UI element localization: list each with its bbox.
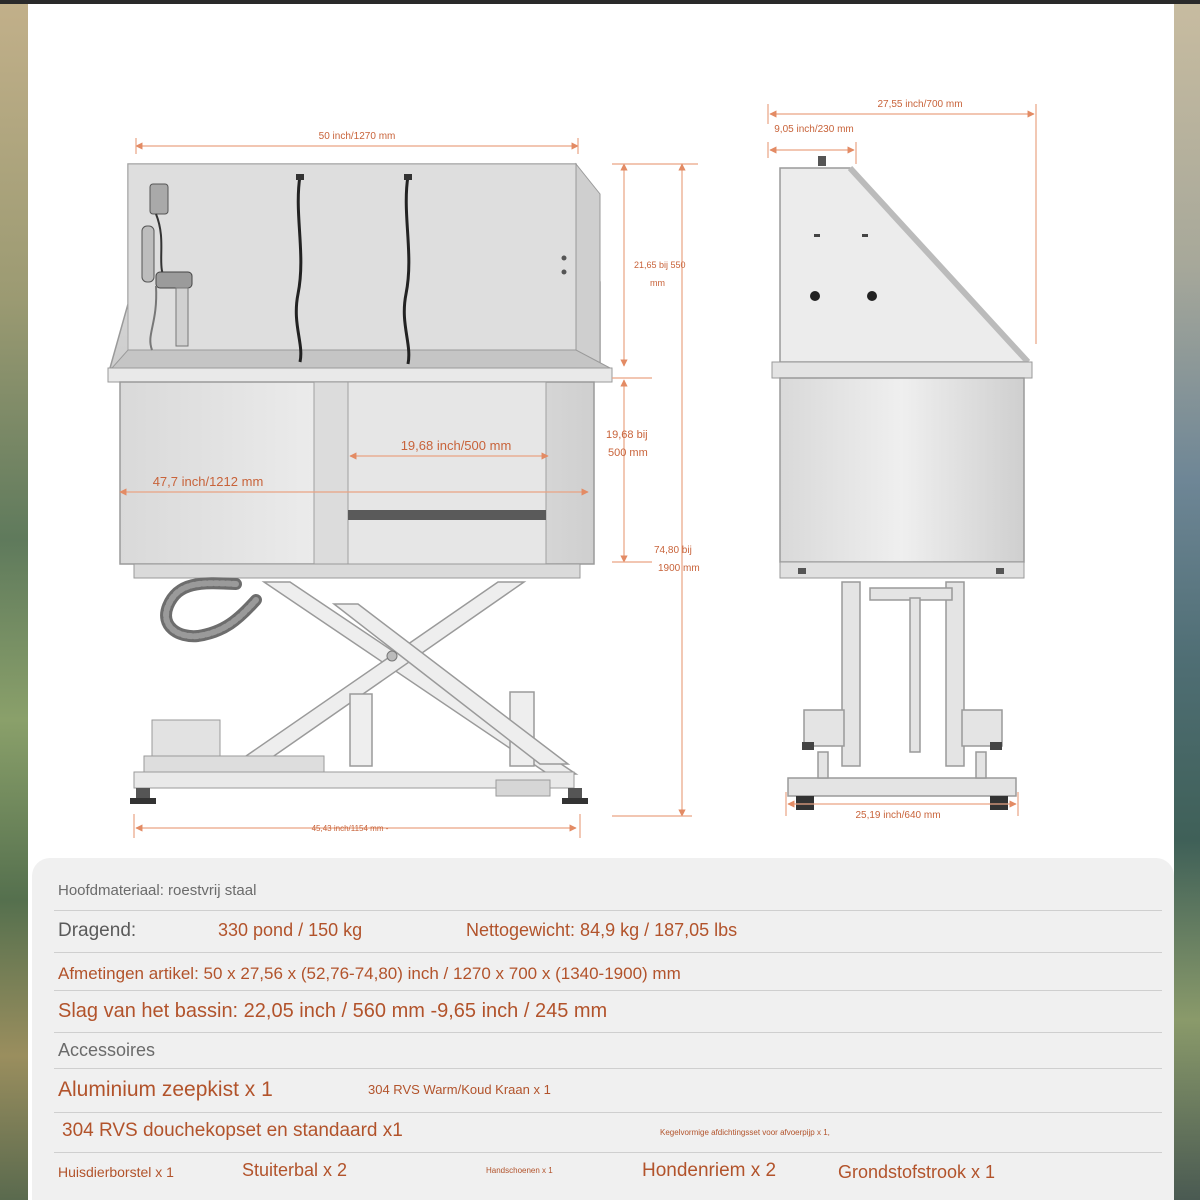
dim-side-total-depth: 27,55 inch/700 mm — [877, 99, 963, 110]
dim-side-top-depth: 9,05 inch/230 mm — [774, 124, 854, 135]
dim-side-base-width: 25,19 inch/640 mm — [855, 810, 941, 821]
accessory-soapbox: Aluminium zeepkist x 1 — [58, 1078, 273, 1101]
accessory-ground-strip: Grondstofstrook x 1 — [838, 1162, 996, 1182]
front-view-lift — [130, 582, 588, 804]
dim-basin-lower-height-2: 500 mm — [608, 447, 648, 459]
accessory-brush: Huisdierborstel x 1 — [58, 1164, 174, 1180]
dim-total-height-2: 1900 mm — [658, 563, 700, 574]
accessory-shower: 304 RVS douchekopset en standaard x1 — [62, 1120, 403, 1141]
divider — [54, 910, 1162, 911]
dim-basin-lower-height-1: 19,68 bij — [606, 429, 648, 441]
accessories-heading: Accessoires — [58, 1040, 156, 1060]
front-view-tub — [108, 164, 612, 578]
accessory-ball: Stuiterbal x 2 — [242, 1160, 348, 1180]
divider — [54, 1112, 1162, 1113]
divider — [54, 1152, 1162, 1153]
accessory-leash: Hondenriem x 2 — [642, 1160, 777, 1181]
dim-inner-width: 47,7 inch/1212 mm — [152, 474, 264, 489]
load-label: Dragend: — [58, 920, 137, 941]
dim-front-width-top: 50 inch/1270 mm — [318, 131, 396, 142]
divider — [54, 952, 1162, 953]
dim-base-width: 45,43 inch/1154 mm - — [311, 824, 389, 833]
accessory-faucet: 304 RVS Warm/Koud Kraan x 1 — [368, 1082, 551, 1097]
load-value: 330 pond / 150 kg — [218, 920, 363, 940]
dim-door-width: 19,68 inch/500 mm — [400, 438, 512, 453]
specifications-panel — [32, 858, 1174, 1200]
background-landscape-left — [0, 0, 28, 1200]
product-sheet — [28, 4, 1174, 1200]
accessory-gloves: Handschoenen x 1 — [486, 1166, 553, 1175]
divider — [54, 990, 1162, 991]
material-text: Hoofdmateriaal: roestvrij staal — [58, 882, 257, 899]
side-view — [772, 156, 1032, 810]
divider — [54, 1068, 1162, 1069]
net-weight: Nettogewicht: 84,9 kg / 187,05 lbs — [466, 920, 738, 940]
divider — [54, 1032, 1162, 1033]
technical-drawing — [28, 4, 1174, 850]
dim-basin-upper-height-1: 21,65 bij 550 — [634, 260, 686, 270]
dim-total-height-1: 74,80 bij — [654, 545, 692, 556]
basin-stroke: Slag van het bassin: 22,05 inch / 560 mm -9,65 inch / 245 mm — [58, 1000, 608, 1022]
dim-basin-upper-height-2: mm — [650, 278, 665, 288]
background-landscape-right — [1172, 0, 1200, 1200]
item-dimensions: Afmetingen artikel: 50 x 27,56 x (52,76-74,80) inch / 1270 x 700 x (1340-1900) mm — [58, 964, 681, 983]
accessory-seal: Kegelvormige afdichtingsset voor afvoerpijp x 1, — [660, 1128, 830, 1137]
